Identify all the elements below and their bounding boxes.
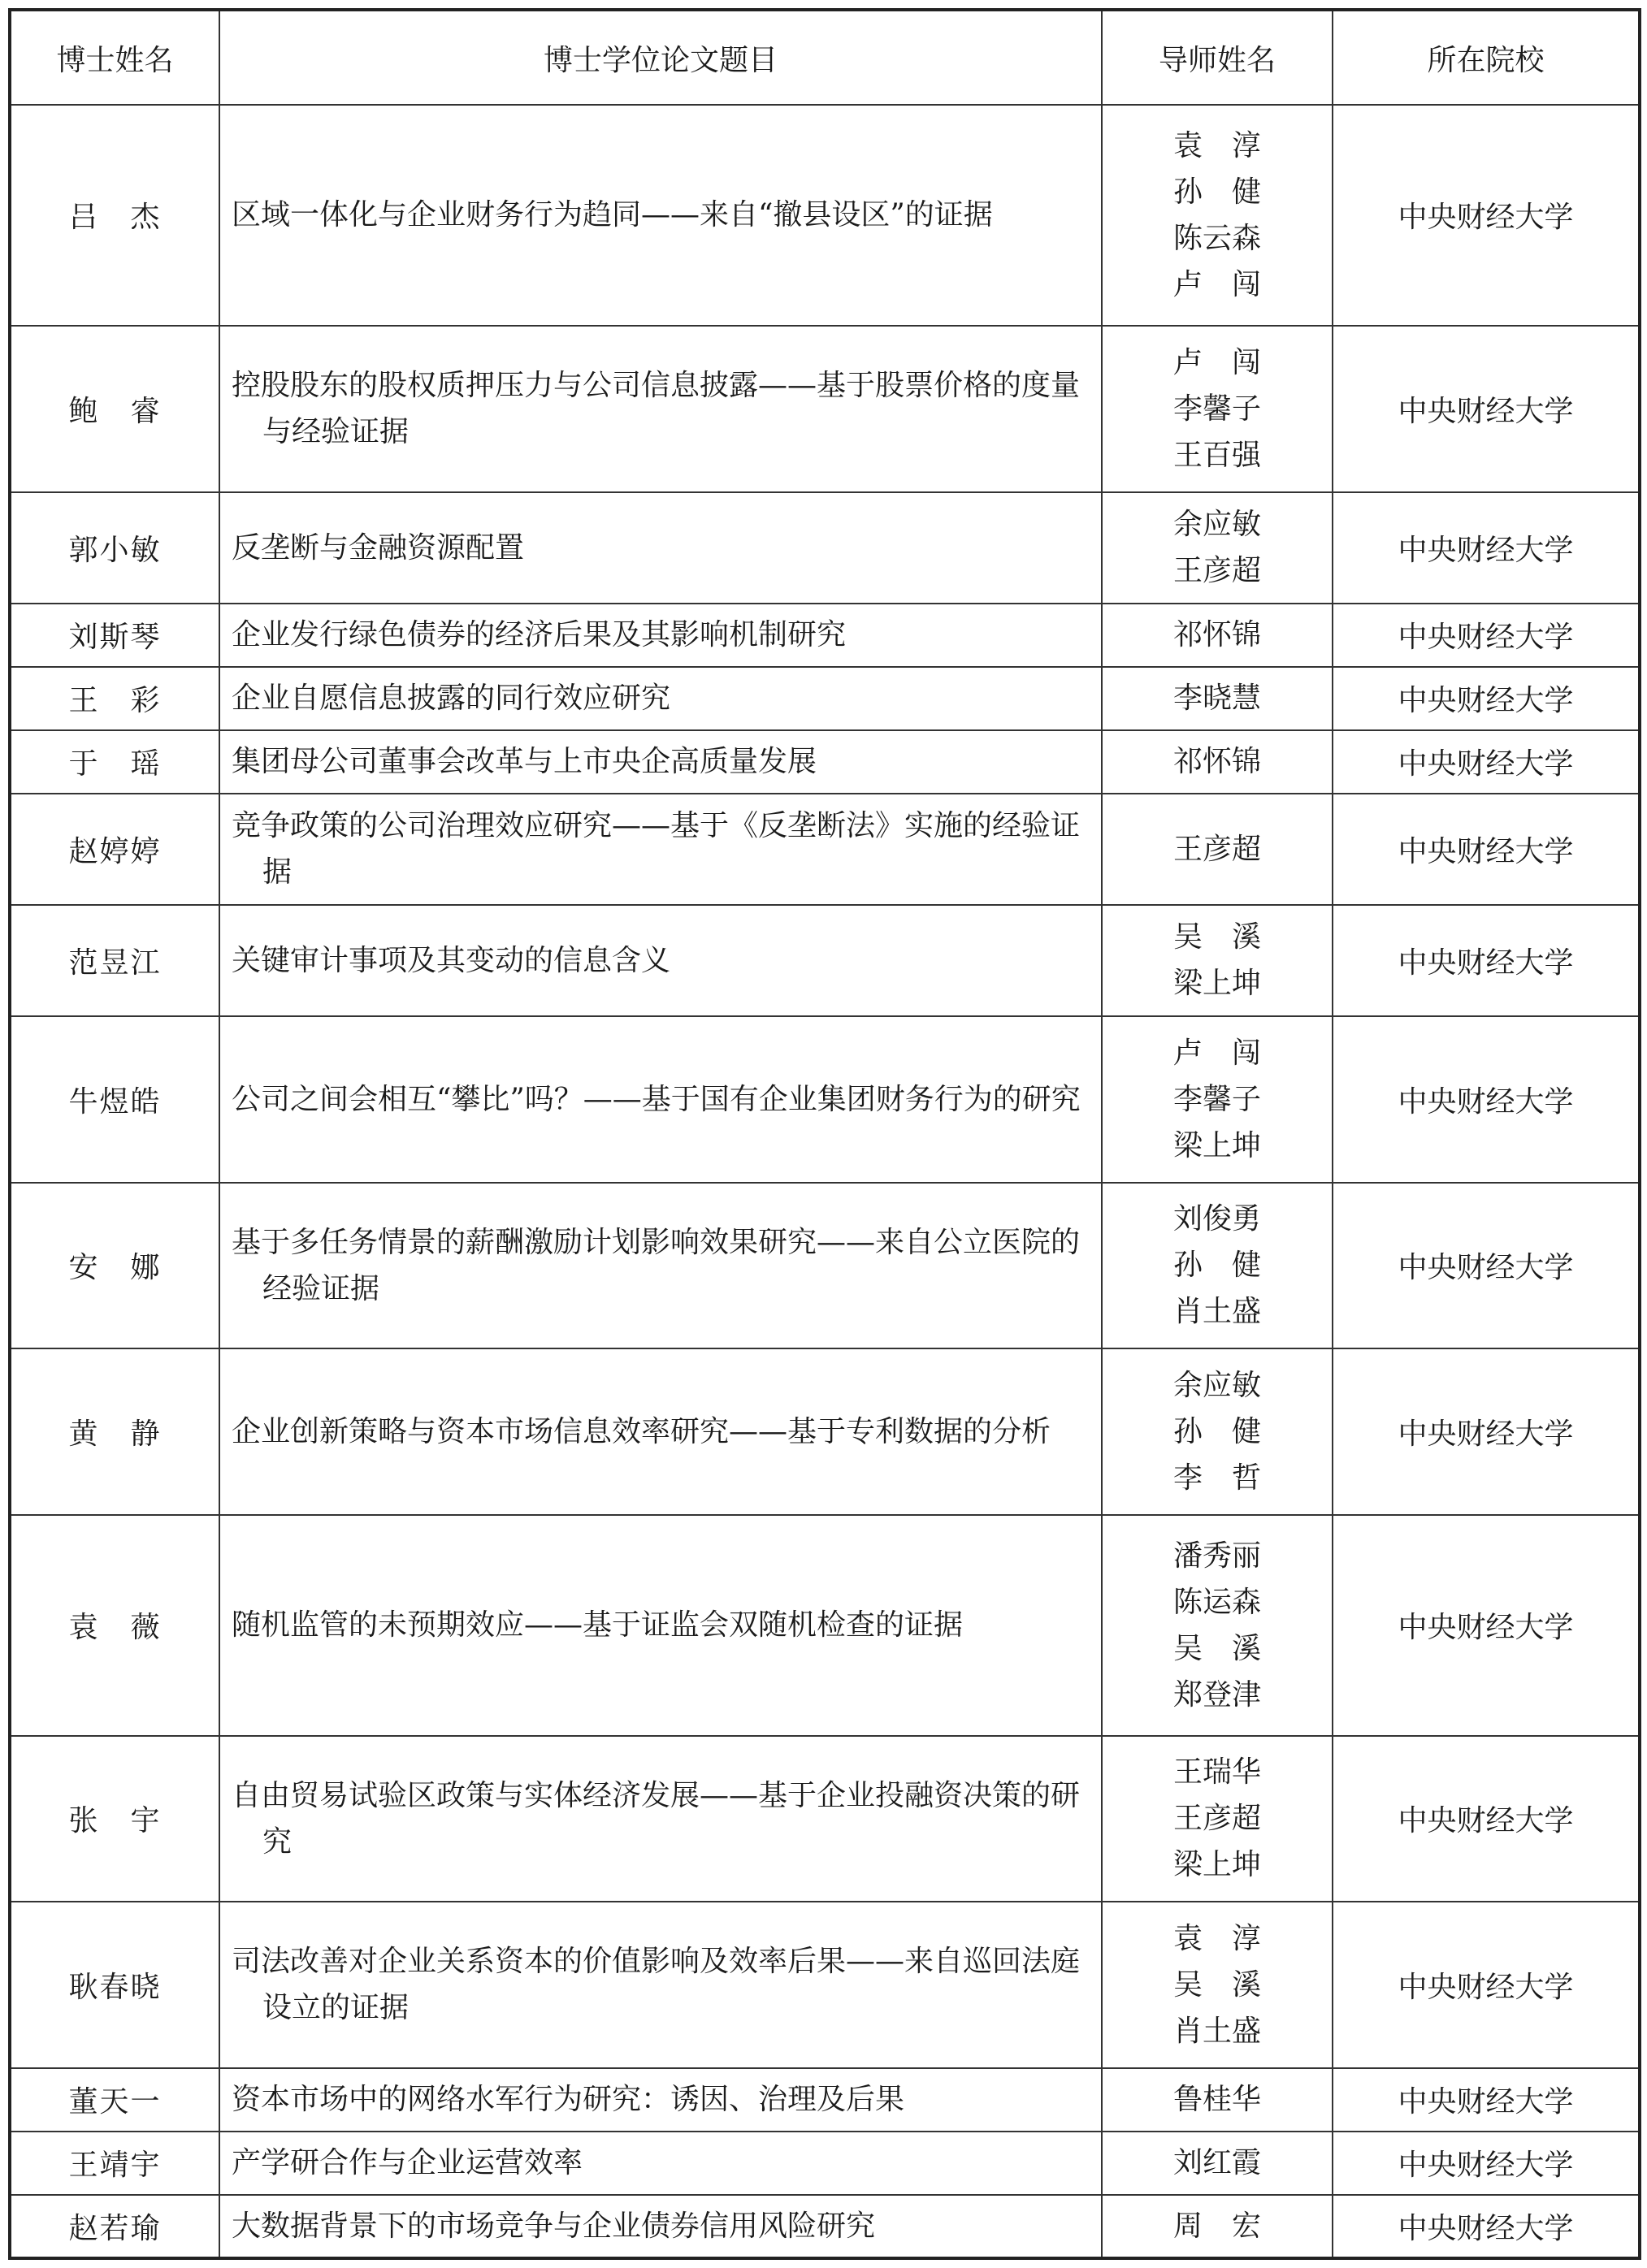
advisor-name: 王彦超: [1172, 554, 1261, 588]
table-row: [10, 730, 1640, 794]
table-row: [10, 105, 1640, 326]
header-name: 博士姓名: [10, 10, 219, 105]
advisor-name: 肖土盛: [1172, 1295, 1261, 1329]
advisor-name: 陈运森: [1172, 1585, 1261, 1619]
school-name: 中央财经大学: [1333, 730, 1640, 794]
dissertation-title-cell: [219, 2195, 1102, 2258]
advisor-cell: [1102, 1515, 1333, 1736]
student-name: 袁 薇: [10, 1515, 219, 1736]
school-name: 中央财经大学: [1333, 326, 1640, 492]
dissertation-title: 关键审计事项及其变动的信息含义: [232, 943, 671, 977]
dissertation-title-cell: [219, 905, 1102, 1016]
advisor-name: 祁怀锦: [1172, 745, 1261, 779]
advisor-name: 鲁桂华: [1172, 2083, 1261, 2117]
advisor-name: 梁上坤: [1172, 1128, 1261, 1162]
dissertation-title: 基于多任务情景的薪酬激励计划影响效果研究——来自公立医院的经验证据: [232, 1225, 1081, 1305]
header-advisor: 导师姓名: [1102, 10, 1333, 105]
table-row: [10, 604, 1640, 667]
dissertation-title: 随机监管的未预期效应——基于证监会双随机检查的证据: [232, 1608, 964, 1643]
advisor-name: 陈云森: [1172, 221, 1261, 255]
student-name: 鲍 睿: [10, 326, 219, 492]
table-row: [10, 1736, 1640, 1902]
table-row: [10, 2195, 1640, 2258]
student-name: 王靖宇: [10, 2132, 219, 2195]
advisor-name: 卢 闯: [1172, 1036, 1261, 1070]
header-row: [10, 10, 1640, 105]
student-name: 吕 杰: [10, 105, 219, 326]
student-name: 耿春晓: [10, 1902, 219, 2068]
school-name: 中央财经大学: [1333, 2068, 1640, 2132]
school-name: 中央财经大学: [1333, 2132, 1640, 2195]
dissertation-title-cell: [219, 1183, 1102, 1349]
dissertation-title-cell: [219, 604, 1102, 667]
school-name: 中央财经大学: [1333, 1183, 1640, 1349]
dissertation-title: 资本市场中的网络水军行为研究：诱因、治理及后果: [232, 2083, 905, 2117]
dissertation-title: 企业创新策略与资本市场信息效率研究——基于专利数据的分析: [232, 1414, 1051, 1448]
advisor-name: 王彦超: [1172, 1802, 1261, 1836]
table-row: [10, 1348, 1640, 1515]
dissertation-title: 自由贸易试验区政策与实体经济发展——基于企业投融资决策的研究: [232, 1778, 1081, 1859]
advisor-cell: [1102, 326, 1333, 492]
advisor-cell: [1102, 1736, 1333, 1902]
dissertation-title-cell: [219, 1902, 1102, 2068]
school-name: 中央财经大学: [1333, 2195, 1640, 2258]
table-row: [10, 905, 1640, 1016]
advisor-name: 袁 淳: [1172, 128, 1261, 162]
school-name: 中央财经大学: [1333, 604, 1640, 667]
advisor-cell: [1102, 2068, 1333, 2132]
school-name: 中央财经大学: [1333, 667, 1640, 730]
table-row: [10, 492, 1640, 604]
dissertation-title-cell: [219, 1016, 1102, 1183]
student-name: 王 彩: [10, 667, 219, 730]
advisor-cell: [1102, 604, 1333, 667]
student-name: 郭小敏: [10, 492, 219, 604]
table-body: [10, 105, 1640, 2258]
table-row: [10, 794, 1640, 905]
advisor-name: 李馨子: [1172, 392, 1261, 426]
advisor-cell: [1102, 105, 1333, 326]
advisor-name: 李晓慧: [1172, 682, 1261, 716]
school-name: 中央财经大学: [1333, 1348, 1640, 1515]
advisor-cell: [1102, 2195, 1333, 2258]
advisor-name: 郑登津: [1172, 1677, 1261, 1712]
dissertation-title-cell: [219, 2132, 1102, 2195]
student-name: 张 宇: [10, 1736, 219, 1902]
table-row: [10, 2068, 1640, 2132]
school-name: 中央财经大学: [1333, 905, 1640, 1016]
advisor-name: 王百强: [1172, 438, 1261, 472]
table-row: [10, 1515, 1640, 1736]
dissertation-title-cell: [219, 1348, 1102, 1515]
student-name: 刘斯琴: [10, 604, 219, 667]
advisor-cell: [1102, 1348, 1333, 1515]
dissertation-title: 竞争政策的公司治理效应研究——基于《反垄断法》实施的经验证据: [232, 809, 1081, 889]
table-row: [10, 2132, 1640, 2195]
school-name: 中央财经大学: [1333, 794, 1640, 905]
student-name: 安 娜: [10, 1183, 219, 1349]
dissertation-title: 大数据背景下的市场竞争与企业债券信用风险研究: [232, 2209, 876, 2243]
advisor-cell: [1102, 905, 1333, 1016]
dissertation-title-cell: [219, 794, 1102, 905]
table-row: [10, 1016, 1640, 1183]
header-school: 所在院校: [1333, 10, 1640, 105]
dissertation-title-cell: [219, 730, 1102, 794]
advisor-name: 吴 溪: [1172, 1967, 1261, 2002]
advisor-name: 李馨子: [1172, 1082, 1261, 1116]
school-name: 中央财经大学: [1333, 1515, 1640, 1736]
dissertation-title: 控股股东的股权质押压力与公司信息披露——基于股票价格的度量与经验证据: [232, 369, 1081, 449]
advisor-cell: [1102, 667, 1333, 730]
student-name: 赵婷婷: [10, 794, 219, 905]
advisor-name: 孙 健: [1172, 1414, 1261, 1448]
dissertation-title: 集团母公司董事会改革与上市央企高质量发展: [232, 745, 817, 779]
dissertation-title-cell: [219, 326, 1102, 492]
advisor-cell: [1102, 1183, 1333, 1349]
school-name: 中央财经大学: [1333, 492, 1640, 604]
dissertation-title: 区域一体化与企业财务行为趋同——来自“撤县设区”的证据: [232, 198, 993, 232]
advisor-name: 孙 健: [1172, 175, 1261, 209]
advisor-name: 卢 闯: [1172, 345, 1261, 379]
student-name: 黄 静: [10, 1348, 219, 1515]
school-name: 中央财经大学: [1333, 1902, 1640, 2068]
advisor-name: 梁上坤: [1172, 967, 1261, 1001]
dissertation-title: 企业自愿信息披露的同行效应研究: [232, 682, 671, 716]
advisor-name: 王瑞华: [1172, 1755, 1261, 1790]
dissertation-title-cell: [219, 492, 1102, 604]
advisor-cell: [1102, 1016, 1333, 1183]
dissertation-title-cell: [219, 2068, 1102, 2132]
dissertation-title: 反垄断与金融资源配置: [232, 530, 525, 565]
advisor-name: 王彦超: [1172, 832, 1261, 866]
advisor-name: 刘红霞: [1172, 2146, 1261, 2180]
advisor-name: 祁怀锦: [1172, 618, 1261, 652]
advisor-cell: [1102, 1902, 1333, 2068]
dissertation-title-cell: [219, 105, 1102, 326]
school-name: 中央财经大学: [1333, 1016, 1640, 1183]
dissertation-title: 企业发行绿色债券的经济后果及其影响机制研究: [232, 618, 847, 652]
advisor-name: 余应敏: [1172, 1368, 1261, 1402]
header-title: 博士学位论文题目: [219, 10, 1102, 105]
dissertation-title-cell: [219, 667, 1102, 730]
advisor-name: 吴 溪: [1172, 1631, 1261, 1665]
advisor-name: 刘俊勇: [1172, 1202, 1261, 1236]
table-row: [10, 1902, 1640, 2068]
advisor-cell: [1102, 492, 1333, 604]
dissertation-title-cell: [219, 1515, 1102, 1736]
dissertation-title: 产学研合作与企业运营效率: [232, 2146, 583, 2180]
dissertation-title: 司法改善对企业关系资本的价值影响及效率后果——来自巡回法庭设立的证据: [232, 1945, 1081, 2025]
student-name: 赵若瑜: [10, 2195, 219, 2258]
table-row: [10, 1183, 1640, 1349]
school-name: 中央财经大学: [1333, 1736, 1640, 1902]
advisor-name: 卢 闯: [1172, 267, 1261, 301]
student-name: 董天一: [10, 2068, 219, 2132]
advisor-name: 袁 淳: [1172, 1921, 1261, 1955]
dissertation-title-cell: [219, 1736, 1102, 1902]
dissertation-table-container: [8, 8, 1638, 2260]
advisor-name: 周 宏: [1172, 2209, 1261, 2243]
advisor-cell: [1102, 2132, 1333, 2195]
student-name: 范昱江: [10, 905, 219, 1016]
dissertation-table: [8, 8, 1641, 2260]
advisor-name: 潘秀丽: [1172, 1539, 1261, 1573]
table-row: [10, 326, 1640, 492]
dissertation-title: 公司之间会相互“攀比”吗？——基于国有企业集团财务行为的研究: [232, 1082, 1081, 1116]
student-name: 牛煜皓: [10, 1016, 219, 1183]
advisor-name: 吴 溪: [1172, 920, 1261, 954]
school-name: 中央财经大学: [1333, 105, 1640, 326]
advisor-name: 肖土盛: [1172, 2014, 1261, 2048]
advisor-name: 余应敏: [1172, 508, 1261, 542]
advisor-cell: [1102, 730, 1333, 794]
table-header: [10, 10, 1640, 105]
advisor-name: 孙 健: [1172, 1249, 1261, 1283]
advisor-name: 李 哲: [1172, 1461, 1261, 1495]
student-name: 于 瑶: [10, 730, 219, 794]
advisor-cell: [1102, 794, 1333, 905]
table-row: [10, 667, 1640, 730]
advisor-name: 梁上坤: [1172, 1848, 1261, 1882]
